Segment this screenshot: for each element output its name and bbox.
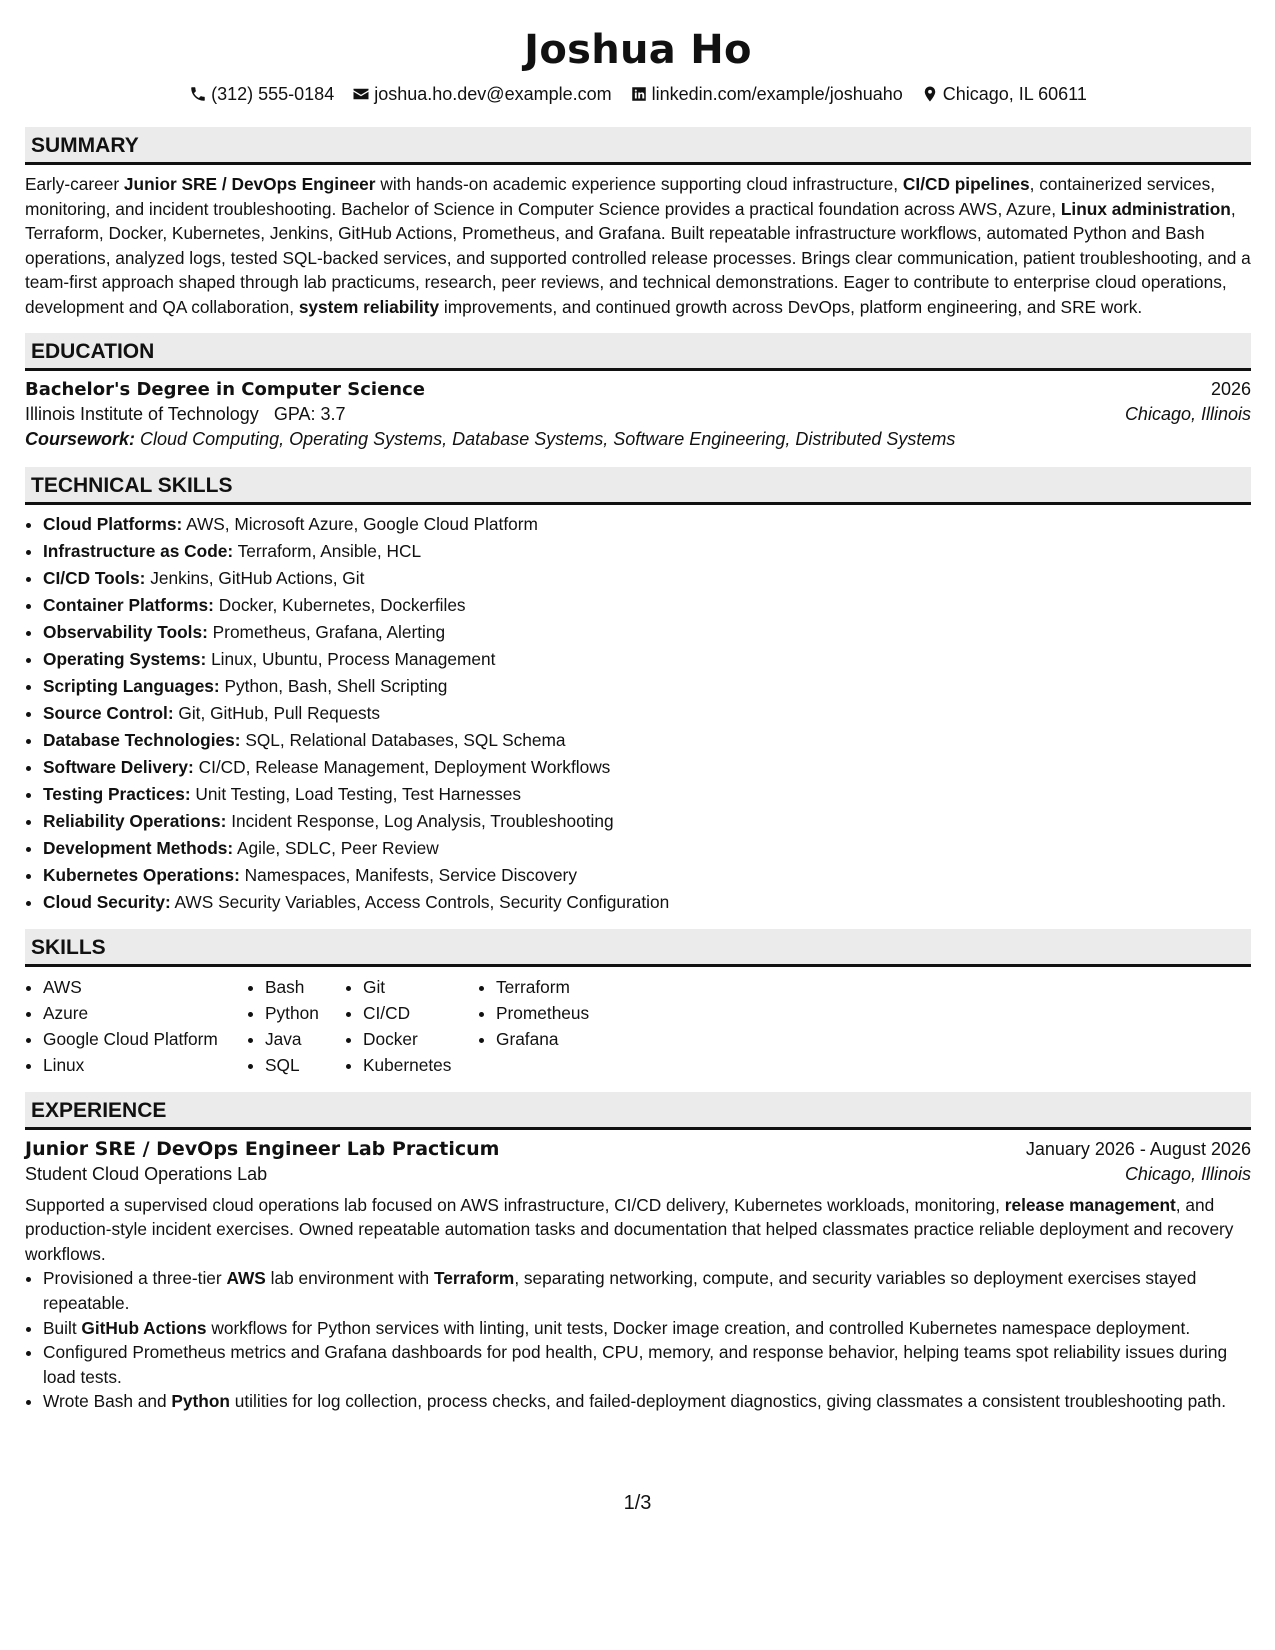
- candidate-name: Joshua Ho: [524, 27, 752, 73]
- location-text: Chicago, IL 60611: [942, 83, 1087, 104]
- list-item: • Java: [265, 1026, 345, 1052]
- degree-title: Bachelor's Degree in Computer Science: [25, 378, 425, 400]
- list-item: • Wrote Bash and Python utilities for log collection, process checks, and failed-deployment diagnostics, giving classmates a consistent troubleshooting path.: [43, 1389, 1251, 1414]
- email-text: joshua.ho.dev@example.com: [374, 83, 612, 104]
- experience-org-row: [25, 1164, 1251, 1185]
- coursework-list: Cloud Computing, Operating Systems, Database Systems, Software Engineering, Distributed Systems: [135, 428, 956, 449]
- job-bullets: [25, 1266, 1251, 1414]
- contact-email[interactable]: [352, 84, 611, 105]
- list-item: • Bash: [265, 974, 345, 1000]
- skills-column-2: [247, 974, 345, 1078]
- list-item: • Reliability Operations: Incident Response, Log Analysis, Troubleshooting: [43, 808, 1251, 835]
- list-item: • Docker: [363, 1026, 478, 1052]
- list-item: • Google Cloud Platform: [43, 1026, 247, 1052]
- section-heading-education: EDUCATION: [25, 333, 1251, 371]
- technical-skills-list: [25, 511, 1251, 916]
- list-item: • CI/CD: [363, 1000, 478, 1026]
- coursework-label: Coursework:: [25, 428, 136, 449]
- gpa: GPA: 3.7: [273, 403, 346, 424]
- list-item: • Kubernetes: [363, 1052, 478, 1078]
- list-item: • Software Delivery: CI/CD, Release Management, Deployment Workflows: [43, 754, 1251, 781]
- list-item: • Operating Systems: Linux, Ubuntu, Process Management: [43, 646, 1251, 673]
- linkedin-icon: [630, 85, 648, 103]
- phone-text: (312) 555-0184: [211, 83, 335, 104]
- list-item: • Cloud Platforms: AWS, Microsoft Azure, Google Cloud Platform: [43, 511, 1251, 538]
- skills-column-1: [25, 974, 247, 1078]
- list-item: • Python: [265, 1000, 345, 1026]
- school-line: [25, 404, 346, 425]
- list-item: • Terraform: [496, 974, 656, 1000]
- education-degree-row: [25, 379, 1251, 400]
- graduation-year: 2026: [1210, 378, 1251, 399]
- resume-page: [25, 0, 1251, 1414]
- list-item: • Linux: [43, 1052, 247, 1078]
- linkedin-text: linkedin.com/example/joshuaho: [651, 83, 903, 104]
- list-item: • Testing Practices: Unit Testing, Load Testing, Test Harnesses: [43, 781, 1251, 808]
- job-description: Supported a supervised cloud operations lab focused on AWS infrastructure, CI/CD delivery, Kubernetes workloads, monitoring, release management, and production-style incident exercises. Owned repeatable automation tasks and documentation that helped classmates practice reliable deployment and recovery workflows.: [25, 1194, 1234, 1264]
- envelope-icon: [352, 85, 370, 103]
- contact-linkedin[interactable]: [630, 84, 903, 105]
- list-item: • Azure: [43, 1000, 247, 1026]
- list-item: • Source Control: Git, GitHub, Pull Requests: [43, 700, 1251, 727]
- list-item: • Built GitHub Actions workflows for Python services with linting, unit tests, Docker image creation, and controlled Kubernetes namespace deployment.: [43, 1316, 1251, 1341]
- experience-title-row: [25, 1138, 1251, 1160]
- list-item: • AWS: [43, 974, 247, 1000]
- section-heading-summary: SUMMARY: [25, 127, 1251, 165]
- education-school-row: [25, 404, 1251, 425]
- school-name: Illinois Institute of Technology: [25, 403, 259, 424]
- job-dates: January 2026 - August 2026: [1025, 1138, 1251, 1159]
- list-item: • Observability Tools: Prometheus, Grafana, Alerting: [43, 619, 1251, 646]
- list-item: • Provisioned a three-tier AWS lab environment with Terraform, separating networking, compute, and security variables so deployment exercises stayed repeatable.: [43, 1266, 1251, 1315]
- list-item: • Scripting Languages: Python, Bash, Shell Scripting: [43, 673, 1251, 700]
- phone-icon: [189, 85, 207, 103]
- list-item: • SQL: [265, 1052, 345, 1078]
- map-marker-icon: [921, 85, 939, 103]
- list-item: • Development Methods: Agile, SDLC, Peer Review: [43, 835, 1251, 862]
- job-location: Chicago, Illinois: [1124, 1163, 1251, 1184]
- skills-grid: [25, 974, 1251, 1078]
- list-item: • Infrastructure as Code: Terraform, Ansible, HCL: [43, 538, 1251, 565]
- job-organization: Student Cloud Operations Lab: [25, 1163, 268, 1184]
- list-item: • Database Technologies: SQL, Relational Databases, SQL Schema: [43, 727, 1251, 754]
- list-item: • Kubernetes Operations: Namespaces, Manifests, Service Discovery: [43, 862, 1251, 889]
- list-item: • Configured Prometheus metrics and Grafana dashboards for pod health, CPU, memory, and response behavior, helping teams spot reliability issues during load tests.: [43, 1340, 1251, 1389]
- list-item: • CI/CD Tools: Jenkins, GitHub Actions, Git: [43, 565, 1251, 592]
- contact-location: [921, 84, 1087, 105]
- page-number: 1/3: [623, 1492, 652, 1514]
- section-heading-technical-skills: TECHNICAL SKILLS: [25, 467, 1251, 505]
- skills-column-4: [478, 974, 656, 1078]
- job-title: Junior SRE / DevOps Engineer Lab Practicum: [25, 1137, 500, 1160]
- school-location: Chicago, Illinois: [1124, 403, 1251, 424]
- summary-text: Early-career Junior SRE / DevOps Engineer with hands-on academic experience supporting cloud infrastructure, CI/CD pipelines, containerized services, monitoring, and incident troubleshooting. Bachelor of Science in Computer Science provides a practical foundation across AWS, Azure, Linux administration, Terraform, Docker, Kubernetes, Jenkins, GitHub Actions, Prometheus, and Grafana. Built repeatable infrastructure workflows, automated Python and Bash operations, analyzed logs, tested SQL-backed services, and supported controlled release processes. Brings clear communication, patient troubleshooting, and a team-first approach shaped through lab practicums, research, peer reviews, and technical demonstrations. Eager to contribute to enterprise cloud operations, development and QA collaboration, system reliability improvements, and continued growth across DevOps, platform engineering, and SRE work.: [25, 174, 1251, 317]
- list-item: • Prometheus: [496, 1000, 656, 1026]
- list-item: • Git: [363, 974, 478, 1000]
- list-item: • Cloud Security: AWS Security Variables, Access Controls, Security Configuration: [43, 889, 1251, 916]
- contact-bar: [25, 82, 1251, 106]
- section-heading-skills: SKILLS: [25, 929, 1251, 967]
- coursework: [25, 429, 1251, 450]
- list-item: • Container Platforms: Docker, Kubernetes, Dockerfiles: [43, 592, 1251, 619]
- list-item: • Grafana: [496, 1026, 656, 1052]
- section-heading-experience: EXPERIENCE: [25, 1092, 1251, 1130]
- skills-column-3: [345, 974, 478, 1078]
- contact-phone[interactable]: [189, 84, 334, 105]
